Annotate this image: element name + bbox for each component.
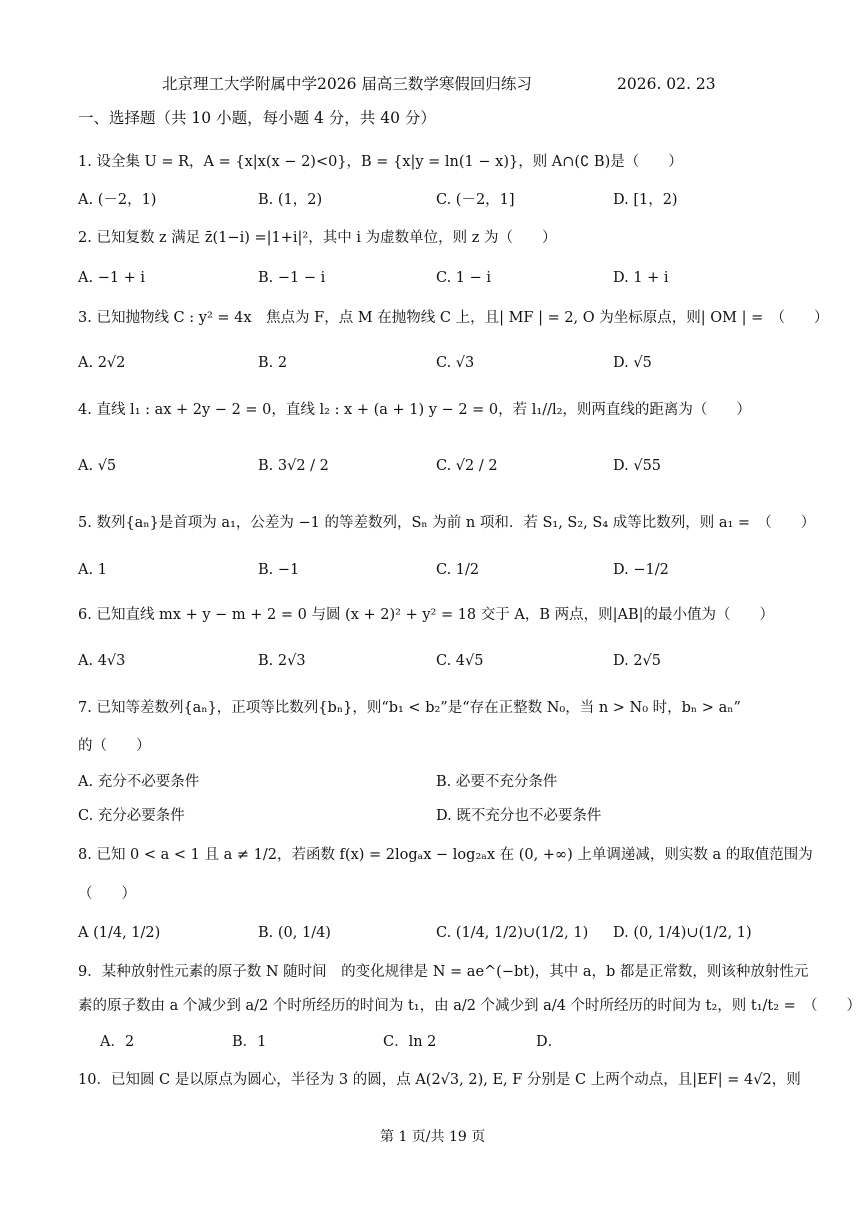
question-1-option-a: A. (－2，1) (78, 192, 157, 208)
question-1-option-d: D. [1，2) (613, 192, 678, 208)
question-7-option-a: A. 充分不必要条件 (78, 774, 200, 790)
question-3-option-c: C. √3 (436, 355, 475, 371)
question-9-option-d: D． (536, 1034, 563, 1050)
question-5-stem: 5. 数列{aₙ}是首项为 a₁，公差为 −1 的等差数列，Sₙ 为前 n 项和．若 S₁, S₂, S₄ 成等比数列，则 a₁ = （ ） (78, 515, 816, 531)
question-2-stem: 2. 已知复数 z 满足 z̄(1−i) =|1+i|²，其中 i 为虚数单位，则 z 为（ ） (78, 230, 557, 246)
question-10-stem: 10．已知圆 C 是以原点为圆心，半径为 3 的圆，点 A(2√3, 2), E, F 分别是 C 上两个动点，且|EF| = 4√2，则 (78, 1072, 801, 1088)
question-6-option-d: D. 2√5 (613, 653, 662, 669)
question-5-option-d: D. −1/2 (613, 562, 669, 578)
question-6-option-c: C. 4√5 (436, 653, 484, 669)
question-7-option-d: D. 既不充分也不必要条件 (436, 808, 602, 824)
question-7-option-b: B. 必要不充分条件 (436, 774, 558, 790)
question-5-option-b: B. −1 (258, 562, 300, 578)
question-1-option-b: B. (1，2) (258, 192, 323, 208)
question-8-option-a: A (1/4, 1/2) (78, 925, 161, 941)
question-3-option-d: D. √5 (613, 355, 652, 371)
question-1-option-c: C. (－2，1] (436, 192, 515, 208)
question-2-option-b: B. −1 − i (258, 270, 326, 286)
question-8-stem: 8. 已知 0 < a < 1 且 a ≠ 1/2，若函数 f(x) = 2logₐx − log₂ₐx 在 (0, +∞) 上单调递减，则实数 a 的取值范围为 (78, 847, 813, 863)
question-4-stem: 4. 直线 l₁ : ax + 2y − 2 = 0，直线 l₂ : x + (a + 1) y − 2 = 0，若 l₁//l₂，则两直线的距离为（ ） (78, 402, 751, 418)
question-9-option-c: C．ln 2 (383, 1034, 437, 1050)
question-5-option-c: C. 1/2 (436, 562, 480, 578)
exam-title: 北京理工大学附属中学2026 届高三数学寒假回归练习 (162, 75, 532, 93)
question-2-option-c: C. 1 − i (436, 270, 492, 286)
question-3-option-b: B. 2 (258, 355, 288, 371)
question-1-stem: 1. 设全集 U = R，A = {x|x(x − 2)<0}，B = {x|y = ln(1 − x)}，则 A∩(∁ B)是（ ） (78, 154, 683, 170)
question-4-option-d: D. √55 (613, 458, 662, 474)
question-8-option-d: D. (0, 1/4)∪(1/2, 1) (613, 925, 752, 941)
question-8-stem-cont: （ ） (78, 886, 136, 902)
question-7-stem: 7. 已知等差数列{aₙ}，正项等比数列{bₙ}，则“b₁ < b₂”是“存在正整数 N₀，当 n > N₀ 时，bₙ > aₙ” (78, 700, 741, 716)
question-6-option-a: A. 4√3 (78, 653, 126, 669)
exam-date: 2026. 02. 23 (617, 75, 716, 93)
question-6-stem: 6. 已知直线 mx + y − m + 2 = 0 与圆 (x + 2)² + y² = 18 交于 A，B 两点，则|AB|的最小值为（ ） (78, 607, 774, 623)
question-4-option-c: C. √2 / 2 (436, 458, 498, 474)
question-3-option-a: A. 2√2 (78, 355, 126, 371)
question-2-option-a: A. −1 + i (78, 270, 146, 286)
question-9-option-b: B．1 (232, 1034, 267, 1050)
question-6-option-b: B. 2√3 (258, 653, 306, 669)
question-8-option-b: B. (0, 1/4) (258, 925, 331, 941)
question-4-option-b: B. 3√2 / 2 (258, 458, 329, 474)
question-3-stem: 3. 已知抛物线 C : y² = 4x 焦点为 F，点 M 在抛物线 C 上，且| MF | = 2, O 为坐标原点，则| OM | = （ ） (78, 310, 829, 326)
page-number: 第 1 页/共 19 页 (380, 1129, 486, 1145)
question-2-option-d: D. 1 + i (613, 270, 669, 286)
question-9-stem: 9．某种放射性元素的原子数 N 随时间 的变化规律是 N = ae^(−bt)，其中 a，b 都是正常数，则该种放射性元 (78, 964, 809, 980)
question-9-stem-cont: 素的原子数由 a 个减少到 a/2 个时所经历的时间为 t₁，由 a/2 个减少到 a/4 个时所经历的时间为 t₂，则 t₁/t₂ = （ ） (78, 998, 862, 1014)
question-9-option-a: A．2 (100, 1034, 135, 1050)
question-8-option-c: C. (1/4, 1/2)∪(1/2, 1) (436, 925, 589, 941)
question-7-stem-cont: 的（ ） (78, 738, 151, 754)
question-4-option-a: A. √5 (78, 458, 117, 474)
question-5-option-a: A. 1 (78, 562, 107, 578)
section-title: 一、选择题（共 10 小题，每小题 4 分，共 40 分） (78, 109, 436, 127)
question-7-option-c: C. 充分必要条件 (78, 808, 185, 824)
